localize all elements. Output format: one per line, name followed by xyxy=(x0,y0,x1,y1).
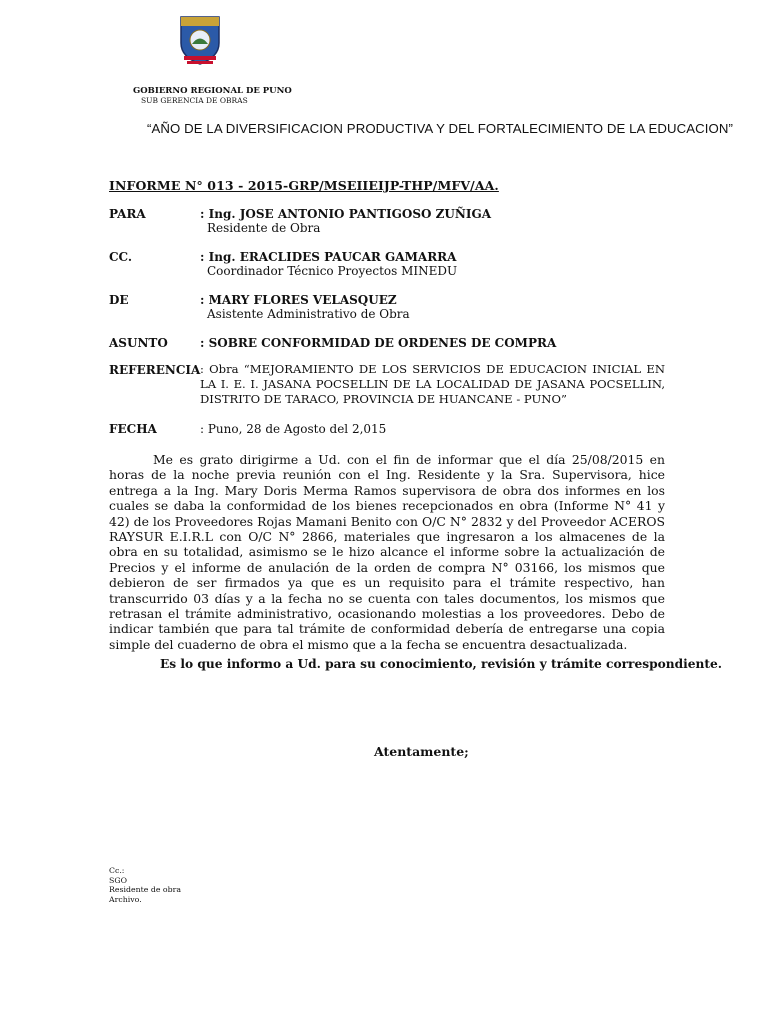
year-motto: “AÑO DE LA DIVERSIFICACION PRODUCTIVA Y DEL FORTALECIMIENTO DE LA EDUCACION” xyxy=(146,121,733,136)
sub-organization-name: SUB GERENCIA DE OBRAS xyxy=(141,96,248,105)
regional-government-seal xyxy=(175,13,225,67)
report-body: Me es grato dirigirme a Ud. con el fin de informar que el día 25/08/2015 en horas de la noche previa reunión con el Ing. Residente y la Sra. Supervisora, hice entrega a la Ing. Mary Doris Merma Ramos supervisora de obra dos informes en los cuales se daba la conformidad de los bienes recepcionados en obra (Informe N° 41 y 42) de los Proveedores Rojas Mamani Benito con O/C N° 2832 y del Proveedor ACEROS RAYSUR E.I.R.L con O/C N° 2866, materiales que ingresaron a los almacenes de la obra en su totalidad, asimismo se le hizo alcance el informe sobre la actualización de Precios y el informe de anulación de la orden de compra N° 03166, los mismos que debieron de ser firmados ya que es un requisito para el trámite respectivo, han transcurrido 03 días y a la fecha no se cuenta con tales documentos, los mismos que retrasan el trámite administrativo, ocasionando molestias a los proveedores. Debo de indicar también que para tal trámite de conformidad debería de entregarse una copia simple del cuaderno de obra el mismo que a la fecha se encuentra desactualizada. xyxy=(109,452,665,652)
para-role: Residente de Obra xyxy=(207,221,321,235)
referencia-value: : Obra “MEJORAMIENTO DE LOS SERVICIOS DE EDUCACION INICIAL EN LA I. E. I. JASANA POCSELLIN DE LA LOCALIDAD DE JASANA POCSELLIN, DISTRITO DE TARACO, PROVINCIA DE HUANCANE - PUNO” xyxy=(200,362,665,406)
para-name: : Ing. JOSE ANTONIO PANTIGOSO ZUÑIGA xyxy=(200,207,492,221)
asunto-value: : SOBRE CONFORMIDAD DE ORDENES DE COMPRA xyxy=(200,336,557,350)
cc-role: Coordinador Técnico Proyectos MINEDU xyxy=(207,264,458,278)
de-label: DE xyxy=(109,293,129,307)
closing-sentence: Es lo que informo a Ud. para su conocimiento, revisión y trámite correspondiente. xyxy=(160,657,722,671)
para-label: PARA xyxy=(109,207,146,221)
cc-label: CC. xyxy=(109,250,133,264)
cc-distribution-list xyxy=(109,866,181,904)
cc-list-item: Archivo. xyxy=(109,894,142,904)
fecha-label: FECHA xyxy=(109,422,157,436)
organization-name: GOBIERNO REGIONAL DE PUNO xyxy=(133,86,292,96)
cc-name: : Ing. ERACLIDES PAUCAR GAMARRA xyxy=(200,250,457,264)
sign-off: Atentamente; xyxy=(374,744,469,759)
de-name: : MARY FLORES VELASQUEZ xyxy=(200,293,397,307)
fecha-value: : Puno, 28 de Agosto del 2,015 xyxy=(200,422,387,436)
report-number: INFORME N° 013 - 2015-GRP/MSEIIEIJP-THP/MFV/AA. xyxy=(109,178,499,193)
cc-list-item: SGO xyxy=(109,875,127,885)
cc-list-item: Residente de obra xyxy=(109,885,181,894)
de-role: Asistente Administrativo de Obra xyxy=(207,307,410,321)
referencia-label: REFERENCIA xyxy=(109,363,201,377)
asunto-label: ASUNTO xyxy=(109,336,168,350)
cc-list-item: Cc.: xyxy=(109,866,125,875)
